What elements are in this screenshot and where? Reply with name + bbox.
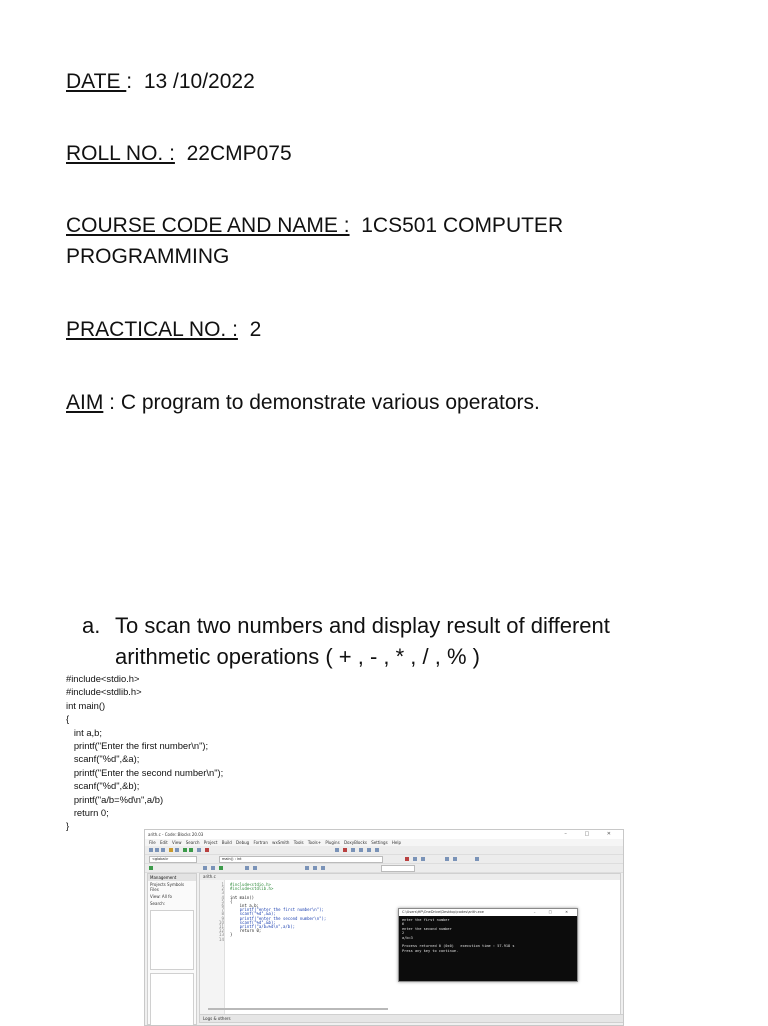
- aim-line: AIM : C program to demonstrate various operators.: [66, 391, 540, 414]
- code-line: printf("Enter the second number\n");: [66, 766, 224, 778]
- horizontal-scrollbar[interactable]: [208, 1008, 388, 1010]
- symbols-tree[interactable]: [150, 910, 194, 970]
- date-label: DATE: [66, 70, 127, 93]
- logs-panel[interactable]: Logs & others: [199, 1014, 624, 1023]
- code-line: scanf("%d",&b);: [66, 780, 140, 792]
- code-line: scanf("%d",&a);: [66, 753, 140, 765]
- course-line: [66, 211, 563, 241]
- code-line: #include<stdlib.h>: [66, 686, 142, 698]
- scope-select[interactable]: <global>: [149, 856, 197, 863]
- line-numbers: 1 2 3 4 5 6 7 8 9 10 11 12 13 14: [200, 880, 225, 1014]
- roll-value: 22CMP075: [186, 142, 292, 165]
- code-line: return 0;: [66, 807, 109, 819]
- window-controls: – □ ✕: [564, 831, 619, 837]
- ide-toolbar-3: [145, 864, 623, 873]
- code-line: int a,b;: [66, 726, 102, 738]
- date-line: [66, 67, 255, 97]
- code-line: #include<stdio.h>: [66, 673, 140, 684]
- search-box[interactable]: [381, 865, 415, 872]
- management-panel: [147, 873, 197, 1025]
- ide-toolbar-2: [145, 855, 623, 864]
- ide-screenshot: [144, 829, 624, 1026]
- console-window: [398, 908, 578, 982]
- code-line: int main(): [66, 699, 106, 711]
- code-line: printf("Enter the first number\n");: [66, 740, 209, 752]
- practical-value: 2: [249, 318, 262, 341]
- console-titlebar: [399, 909, 577, 916]
- task-line-1: To scan two numbers and display result of different: [115, 613, 610, 638]
- symbols-details[interactable]: [150, 973, 194, 1026]
- course-line-2: [66, 242, 229, 272]
- console-window-controls[interactable]: – □ ✕: [533, 910, 574, 914]
- search-label: Search:: [150, 901, 166, 906]
- task-item: [82, 610, 722, 672]
- code-line: {: [66, 713, 70, 725]
- console-title: C:\Users\HP\OneDrive\Desktop\codes\arith.exe: [402, 910, 484, 914]
- ide-toolbar-1: [145, 846, 623, 855]
- management-tabs[interactable]: Projects Symbols Files: [150, 882, 185, 892]
- function-select[interactable]: main() : int: [219, 856, 383, 863]
- view-select[interactable]: All fo: [161, 894, 172, 899]
- ide-title: arith.c - Code::Blocks 20.03: [148, 832, 204, 837]
- view-label: View:: [150, 894, 161, 899]
- code-listing: [66, 672, 223, 833]
- task-marker: a.: [82, 613, 101, 638]
- source-code: #include<stdio.h> #include<stdlib.h> int main() { int a,b; printf("enter the first number\n"); scanf("%d",&a); printf("enter the second number\n"); scanf("%d",&b); printf("a/b=%d\n",a/b); return 0; }: [230, 882, 327, 938]
- aim-value: C program to demonstrate various operators.: [120, 391, 540, 414]
- code-line: printf("a/b=%d\n",a/b): [66, 793, 164, 805]
- roll-line: [66, 139, 292, 169]
- aim-label: AIM: [66, 391, 104, 414]
- code-line: }: [66, 820, 70, 832]
- date-value: 13 /10/2022: [143, 70, 255, 93]
- course-value: 1CS501 COMPUTER: [361, 214, 564, 237]
- practical-label: PRACTICAL NO. :: [66, 318, 238, 341]
- ide-menubar: File Edit View Search Project Build Debug Fortran wxSmith Tools Tools+ Plugins DoxyBlocks Settings Help: [145, 839, 623, 846]
- practical-line: [66, 315, 261, 345]
- console-output: enter the first number 6 enter the second number 2 a/b=3 Process returned 0 (0x0) execution time : 57.918 s Press any key to continue.: [402, 918, 515, 953]
- course-value-line2: PROGRAMMING: [66, 245, 230, 268]
- roll-label: ROLL NO. :: [66, 142, 175, 165]
- date-separator: :: [126, 70, 144, 93]
- ide-titlebar: [145, 830, 623, 839]
- editor-tab[interactable]: arith.c: [200, 874, 620, 880]
- management-title: Management: [148, 874, 196, 881]
- course-label: COURSE CODE AND NAME :: [66, 214, 350, 237]
- task-line-2: arithmetic operations ( + , - , * , / , % ): [115, 644, 480, 669]
